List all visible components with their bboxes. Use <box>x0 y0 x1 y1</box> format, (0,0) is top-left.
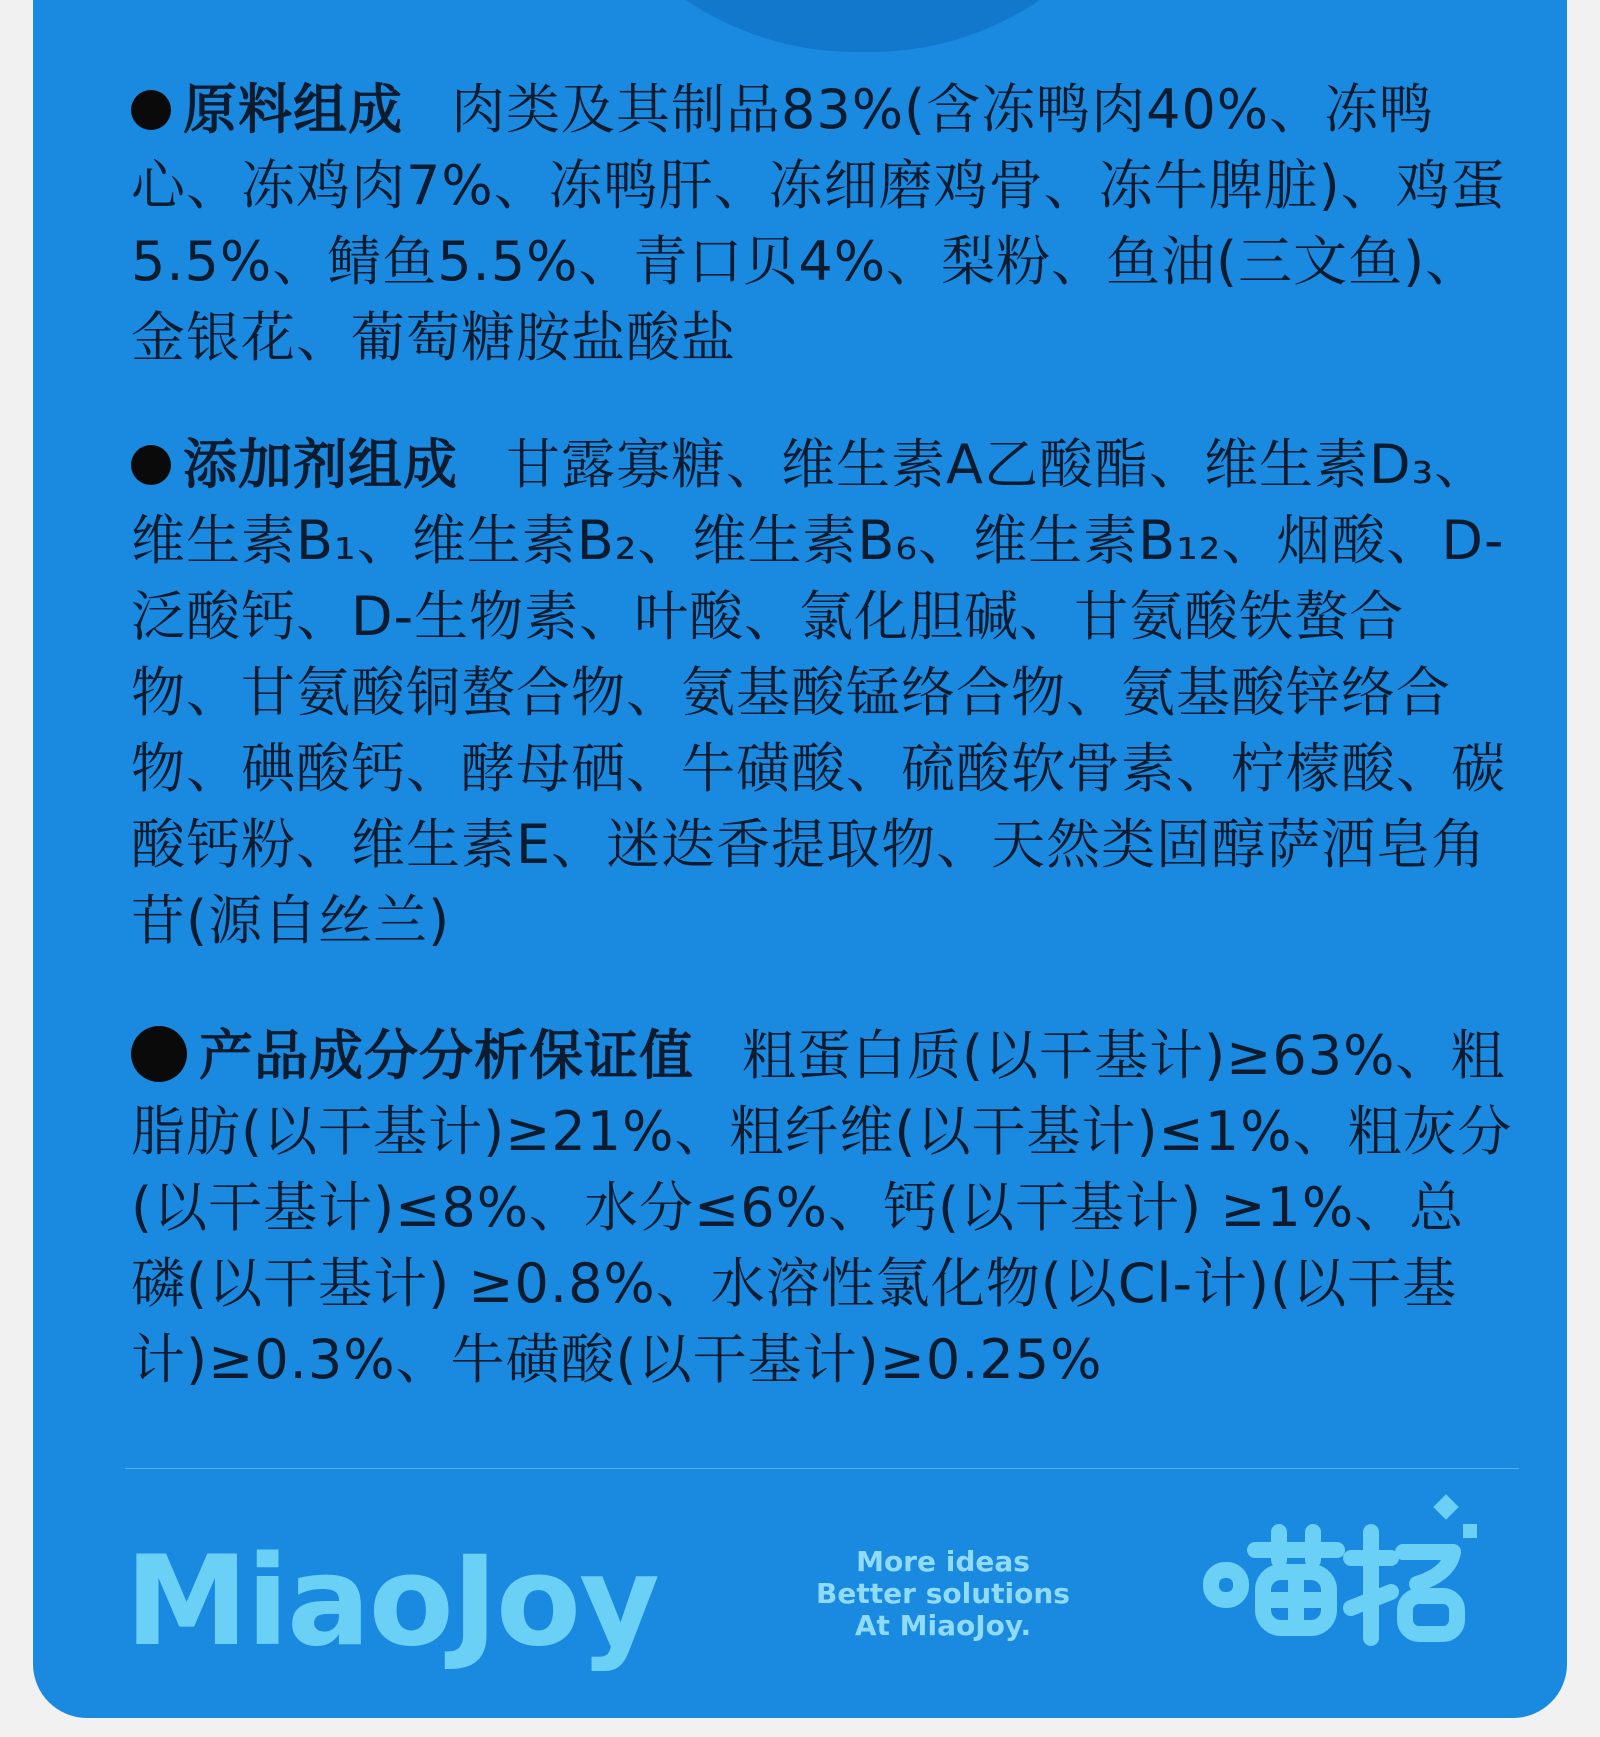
bullet-icon <box>131 445 171 485</box>
slogan-line: At MiaoJoy. <box>854 1609 1032 1642</box>
brand-logo-cn-icon <box>1191 1488 1491 1648</box>
top-decoration <box>555 0 1171 52</box>
bullet-icon <box>131 90 171 130</box>
additives-section <box>131 427 1513 959</box>
slogan-line: More ideas <box>856 1545 1030 1578</box>
footer-divider <box>125 1468 1519 1469</box>
brand-logo-en: MiaoJoy <box>125 1530 658 1674</box>
analysis-section <box>131 1018 1513 1398</box>
brand-slogan <box>793 1546 1093 1642</box>
ingredients-heading: 原料组成 <box>183 78 403 141</box>
bullet-icon <box>131 1026 187 1082</box>
additives-heading: 添加剂组成 <box>183 433 458 496</box>
info-card <box>33 0 1567 1718</box>
analysis-heading: 产品成分分析保证值 <box>199 1024 694 1087</box>
slogan-line: Better solutions <box>816 1577 1070 1610</box>
analysis-text: 粗蛋白质(以干基计)≥63%、粗脂肪(以干基计)≥21%、粗纤维(以干基计)≤1%、粗灰分(以干基计)≤8%、水分≤6%、钙(以干基计) ≥1%、总磷(以干基计) ≥0.8%、水溶性氯化物(以Cl-计)(以干基计)≥0.3%、牛磺酸(以干基计)≥0.25% <box>131 1024 1513 1391</box>
additives-text: 甘露寡糖、维生素A乙酸酯、维生素D₃、维生素B₁、维生素B₂、维生素B₆、维生素B₁₂、烟酸、D-泛酸钙、D-生物素、叶酸、氯化胆碱、甘氨酸铁螯合物、甘氨酸铜螯合物、氨基酸锰络合物、氨基酸锌络合物、碘酸钙、酵母硒、牛磺酸、硫酸软骨素、柠檬酸、碳酸钙粉、维生素E、迷迭香提取物、天然类固醇萨洒皂角苷(源自丝兰) <box>131 433 1506 952</box>
ingredients-section <box>131 72 1513 376</box>
ingredients-text: 肉类及其制品83%(含冻鸭肉40%、冻鸭心、冻鸡肉7%、冻鸭肝、冻细磨鸡骨、冻牛脾脏)、鸡蛋5.5%、鲭鱼5.5%、青口贝4%、梨粉、鱼油(三文鱼)、金银花、葡萄糖胺盐酸盐 <box>131 78 1506 369</box>
